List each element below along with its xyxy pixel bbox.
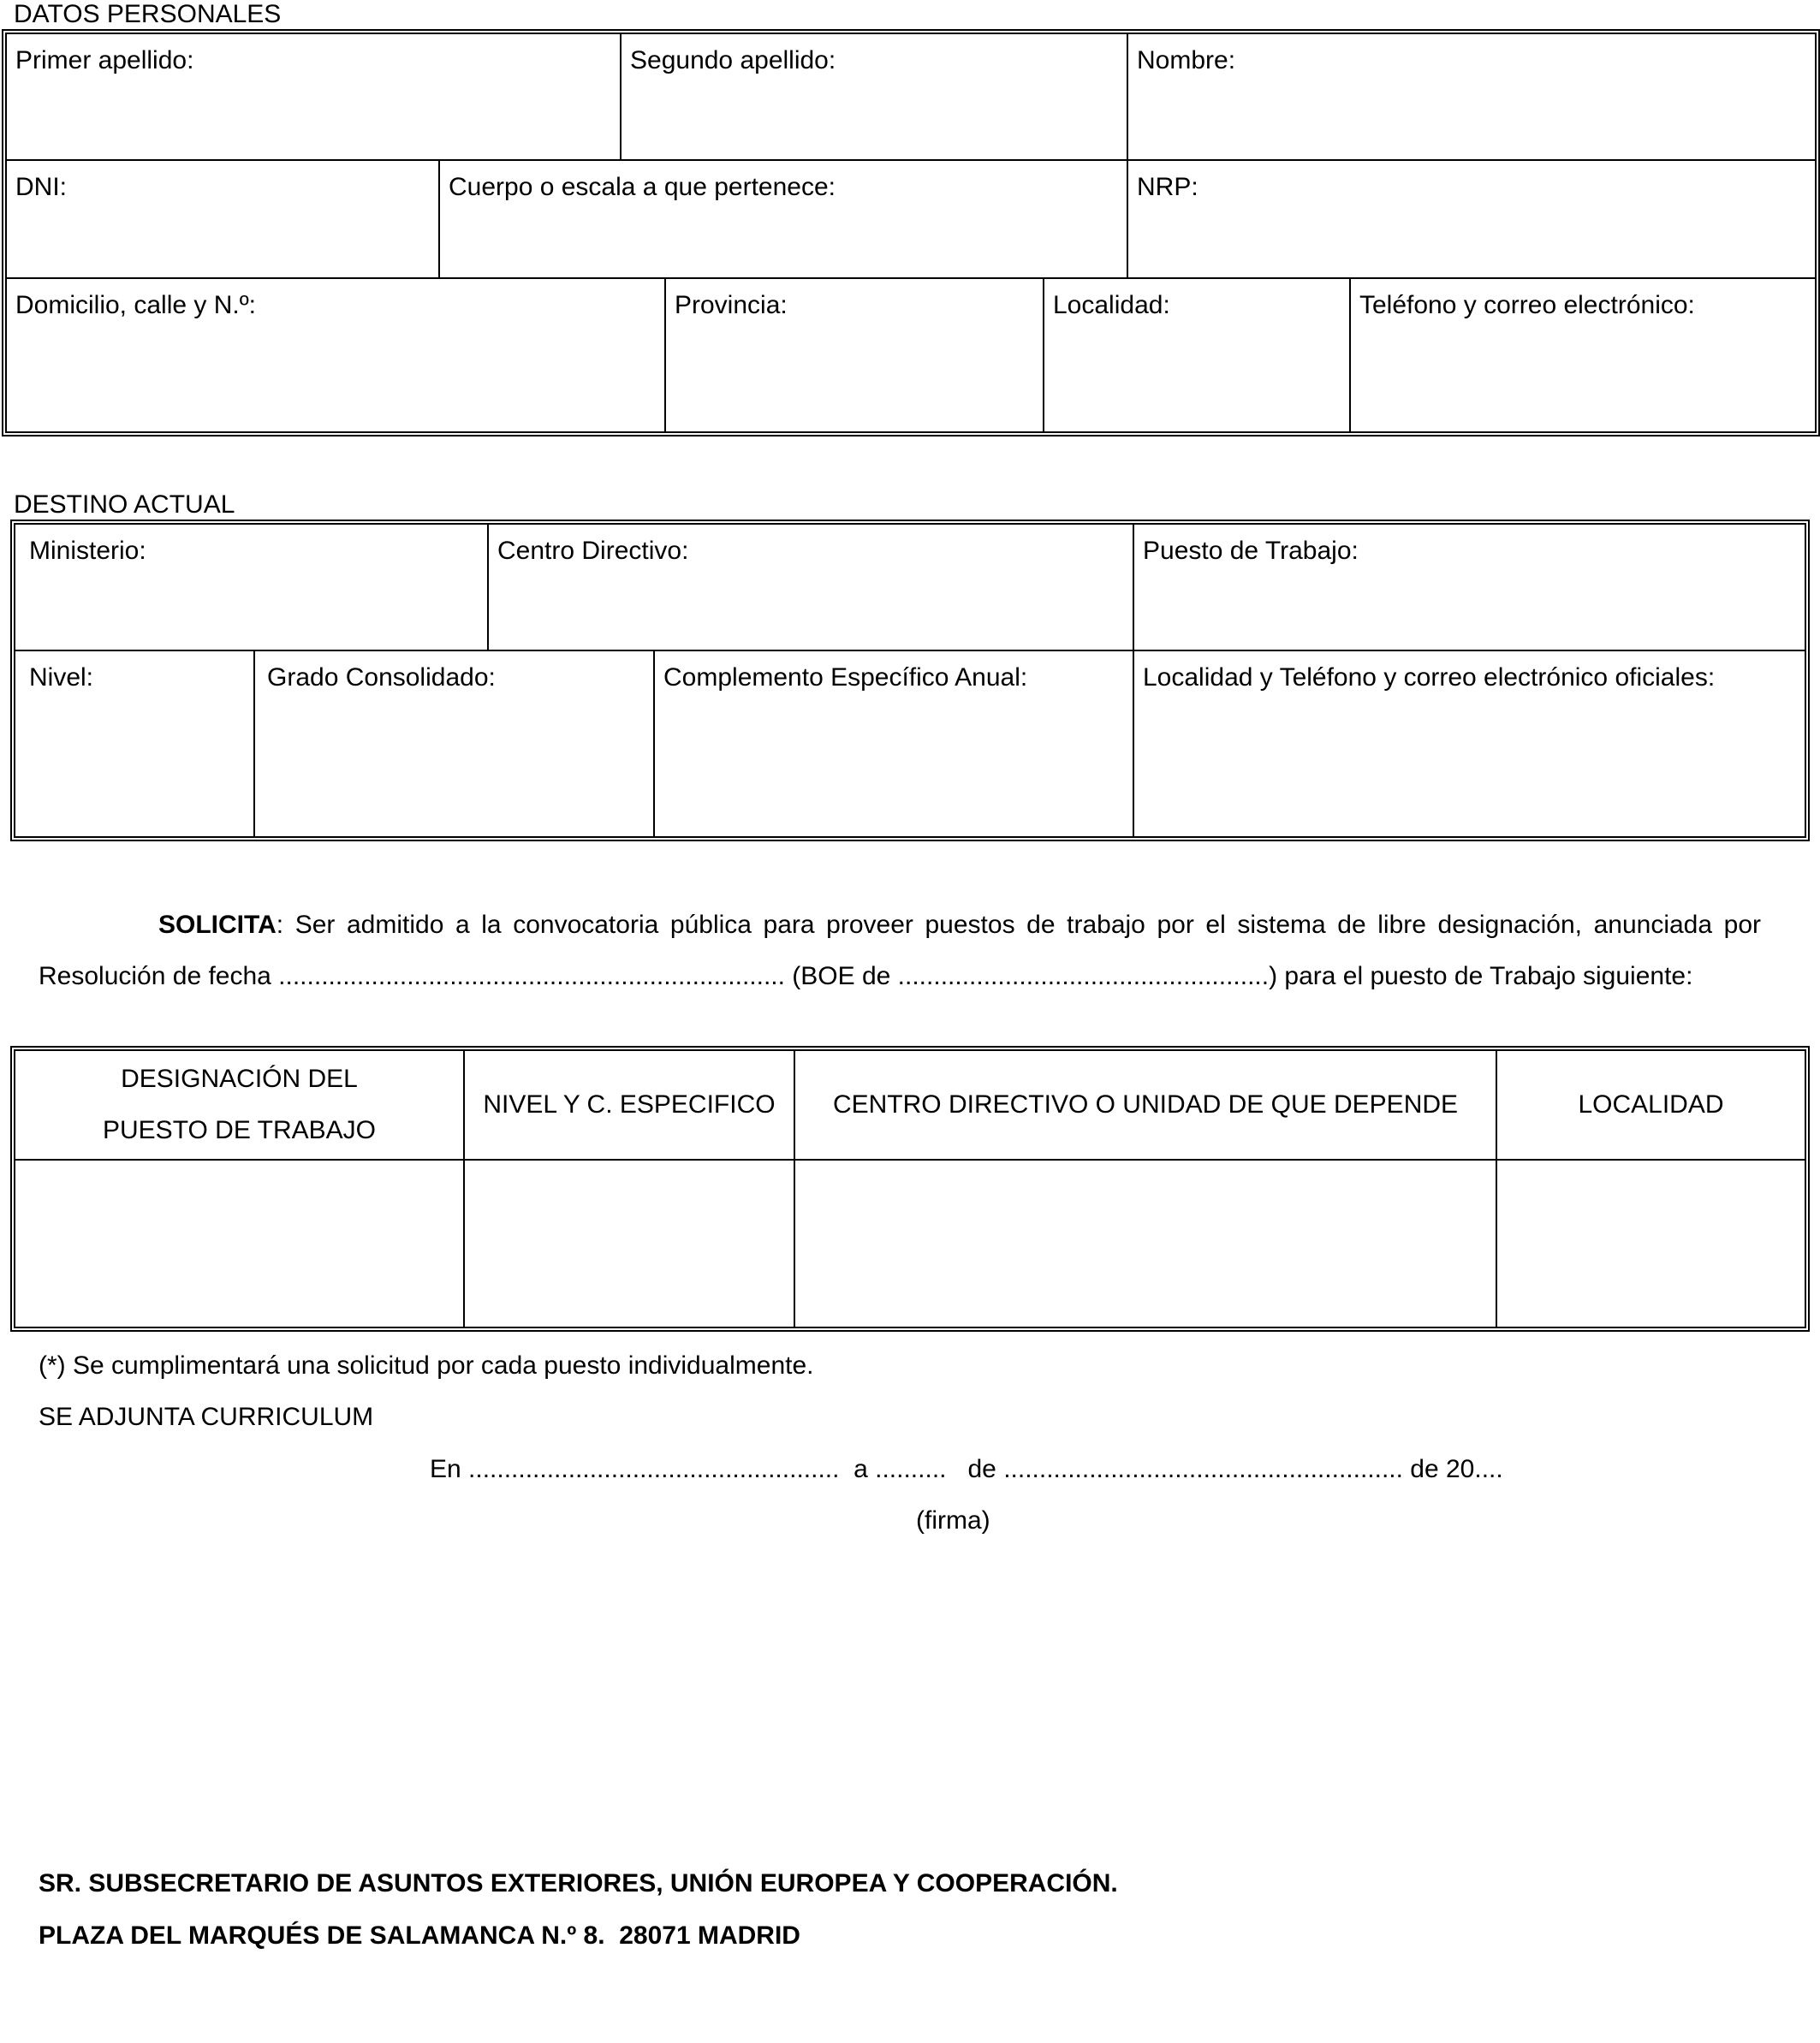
note-text: (*) Se cumplimentará una solicitud por cada puesto individualmente. [39, 1351, 814, 1380]
field-primer-apellido[interactable] [7, 34, 622, 161]
field-label: Localidad y Teléfono y correo electrónico oficiales: [1143, 663, 1716, 692]
field-cuerpo-escala[interactable] [440, 161, 1128, 279]
solicita-keyword: SOLICITA [158, 911, 277, 939]
field-provincia[interactable] [666, 279, 1044, 431]
destino-actual-box [10, 520, 1810, 841]
table-cell-centro-directivo[interactable] [795, 1161, 1497, 1327]
field-localidad[interactable] [1044, 279, 1351, 431]
curriculum-text: SE ADJUNTA CURRICULUM [39, 1403, 374, 1431]
field-ministerio[interactable] [15, 525, 489, 651]
table-header-centro-directivo [795, 1051, 1497, 1161]
table-header-localidad [1497, 1051, 1805, 1161]
field-dni[interactable] [7, 161, 440, 279]
field-label: Provincia: [675, 291, 788, 319]
field-label: Localidad: [1053, 291, 1170, 319]
firma-label: (firma) [916, 1506, 990, 1535]
field-domicilio[interactable] [7, 279, 666, 431]
field-puesto-trabajo[interactable] [1134, 525, 1805, 651]
field-label: Domicilio, calle y N.º: [15, 291, 257, 319]
field-label: DNI: [15, 173, 67, 201]
date-line: En .................................................... a .......... de ........................................................ de 20.... [430, 1455, 1503, 1483]
field-complemento-especifico[interactable] [655, 651, 1134, 836]
field-label: Primer apellido: [15, 46, 194, 74]
puestos-table [10, 1046, 1810, 1332]
field-nrp[interactable] [1128, 161, 1815, 279]
solicita-paragraph [39, 900, 1761, 1002]
field-nombre[interactable] [1128, 34, 1815, 161]
solicita-text: : Ser admitido a la convocatoria pública para proveer puestos de trabajo por el sistema de libre designación, anunciada por Resolución de fecha ....................................................................... (BOE de ....................................................) para el puesto de Trabajo siguiente: [39, 911, 1761, 990]
section-title-destino-actual: DESTINO ACTUAL [14, 490, 235, 519]
field-label: NRP: [1137, 173, 1198, 201]
table-cell-localidad[interactable] [1497, 1161, 1805, 1327]
table-cell-designacion[interactable] [15, 1161, 465, 1327]
header-text: NIVEL Y C. ESPECIFICO [483, 1090, 776, 1119]
header-text: LOCALIDAD [1578, 1090, 1724, 1119]
field-label: Centro Directivo: [497, 537, 689, 565]
personal-data-box [2, 29, 1820, 437]
field-label: Grado Consolidado: [267, 663, 496, 692]
header-line: DESIGNACIÓN DEL [121, 1065, 358, 1093]
field-label: Nombre: [1137, 46, 1236, 74]
field-label: Teléfono y correo electrónico: [1359, 291, 1695, 319]
section-title-datos-personales: DATOS PERSONALES [14, 0, 282, 28]
header-line: PUESTO DE TRABAJO [103, 1116, 376, 1144]
field-nivel[interactable] [15, 651, 255, 836]
field-telefono-correo[interactable] [1351, 279, 1815, 431]
table-header-designacion [15, 1051, 465, 1161]
field-segundo-apellido[interactable] [622, 34, 1128, 161]
field-label: Nivel: [29, 663, 94, 692]
table-header-nivel [465, 1051, 795, 1161]
field-centro-directivo[interactable] [489, 525, 1134, 651]
field-label: Complemento Específico Anual: [663, 663, 1028, 692]
field-localidad-telefono-oficiales[interactable] [1134, 651, 1805, 836]
field-label: Segundo apellido: [630, 46, 836, 74]
table-cell-nivel[interactable] [465, 1161, 795, 1327]
field-grado-consolidado[interactable] [255, 651, 655, 836]
field-label: Ministerio: [29, 537, 146, 565]
addressee: SR. SUBSECRETARIO DE ASUNTOS EXTERIORES, UNIÓN EUROPEA Y COOPERACIÓN. [39, 1869, 1118, 1897]
address: PLAZA DEL MARQUÉS DE SALAMANCA N.º 8. 28071 MADRID [39, 1921, 800, 1950]
header-text: CENTRO DIRECTIVO O UNIDAD DE QUE DEPENDE [832, 1090, 1459, 1119]
field-label: Puesto de Trabajo: [1143, 537, 1359, 565]
field-label: Cuerpo o escala a que pertenece: [449, 173, 836, 201]
